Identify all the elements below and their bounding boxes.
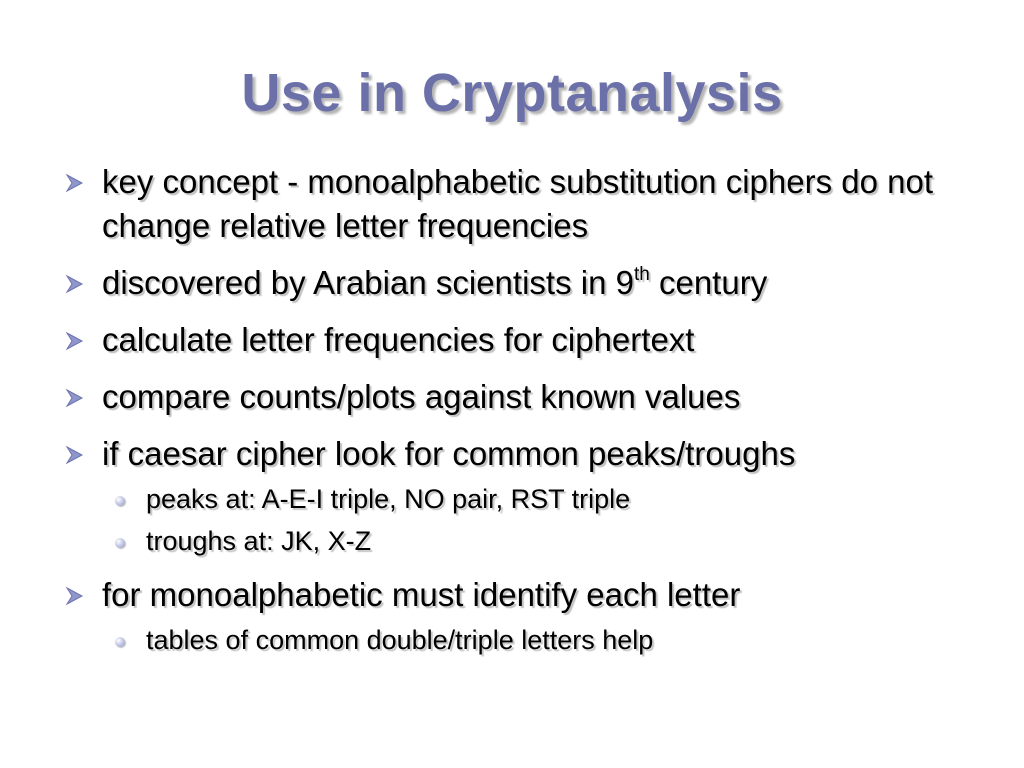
bullet-text-continued: century: [649, 264, 768, 301]
sub-bullet-item: [60, 523, 980, 559]
bullet-item: [60, 432, 980, 476]
bullet-text: discovered by Arabian scientists in 9: [102, 264, 634, 301]
sub-bullet-text: troughs at: JK, X-Z: [146, 526, 372, 556]
bullet-list: [60, 160, 980, 672]
arrowhead-bullet-icon: [64, 445, 84, 465]
bullet-item: [60, 160, 980, 248]
sub-bullet-item: [60, 622, 980, 658]
superscript: th: [633, 264, 650, 285]
arrowhead-bullet-icon: [64, 173, 84, 193]
arrowhead-bullet-icon: [64, 388, 84, 408]
bullet-item: [60, 375, 980, 419]
sub-bullet-item: [60, 481, 980, 517]
arrowhead-bullet-icon: [64, 331, 84, 351]
bullet-item: [60, 318, 980, 362]
bullet-text: if caesar cipher look for common peaks/troughs: [102, 435, 796, 472]
bullet-text: compare counts/plots against known values: [102, 378, 741, 415]
arrowhead-bullet-icon: [64, 274, 84, 294]
arrowhead-bullet-icon: [64, 586, 84, 606]
round-bullet-icon: [115, 538, 125, 548]
slide-title: Use in Cryptanalysis: [241, 63, 783, 123]
bullet-text: for monoalphabetic must identify each letter: [102, 576, 741, 613]
bullet-text: key concept - monoalphabetic substitution ciphers do not change relative letter frequencies: [102, 163, 933, 244]
bullet-item: [60, 573, 980, 617]
round-bullet-icon: [115, 496, 125, 506]
bullet-item: [60, 261, 980, 305]
bullet-text: calculate letter frequencies for ciphertext: [102, 321, 695, 358]
sub-bullet-text: tables of common double/triple letters help: [146, 625, 654, 655]
sub-bullet-text: peaks at: A-E-I triple, NO pair, RST triple: [146, 484, 631, 514]
round-bullet-icon: [115, 637, 125, 647]
